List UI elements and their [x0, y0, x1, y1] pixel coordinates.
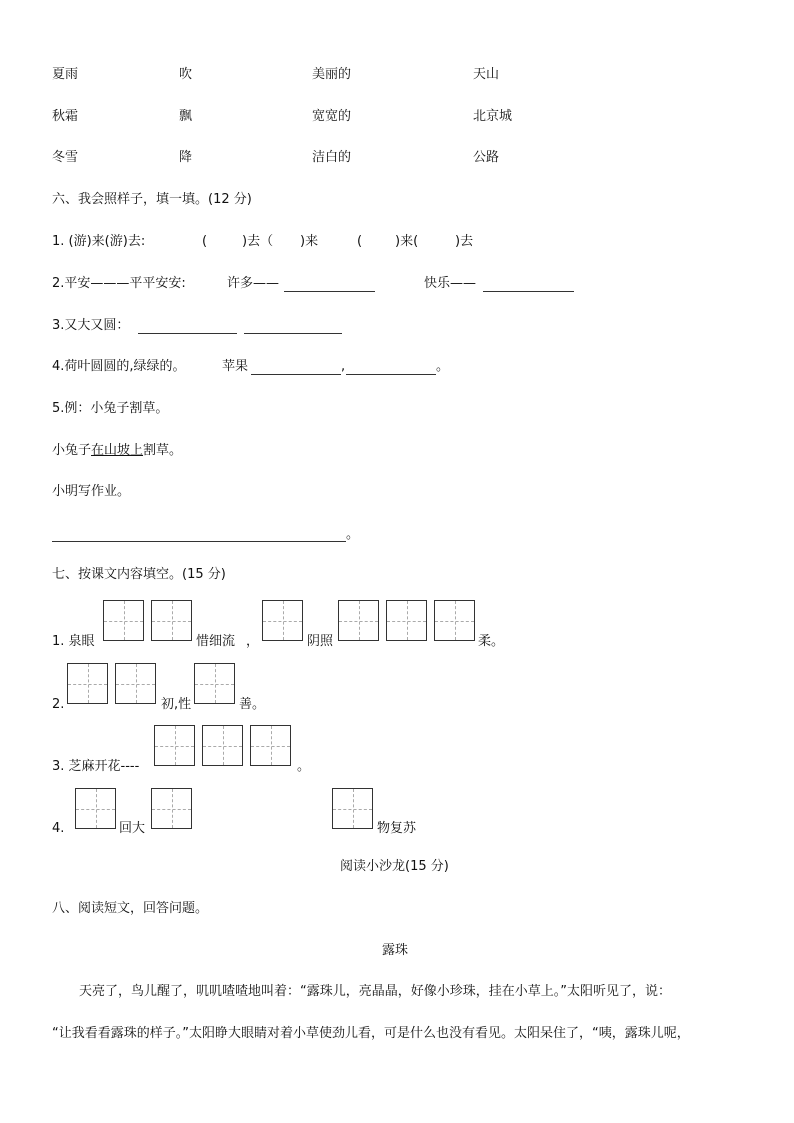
- answer-blank[interactable]: [244, 333, 342, 334]
- writing-grid-box[interactable]: [338, 600, 379, 641]
- q2-word: 快乐——: [424, 276, 477, 291]
- q3-prompt: 3.又大又圆：: [52, 318, 130, 333]
- l2-text: 初,性: [161, 697, 192, 712]
- word-cell: 美丽的: [312, 67, 352, 82]
- writing-grid-box[interactable]: [202, 725, 243, 766]
- writing-grid-box[interactable]: [194, 663, 235, 704]
- l1-text: 柔。: [478, 634, 505, 649]
- q5-period: 。: [346, 527, 360, 542]
- l4-text: 4.: [52, 821, 65, 836]
- l2-text: 善。: [239, 697, 266, 712]
- l4-text: 物复苏: [377, 821, 417, 836]
- q1-paren: (: [202, 234, 208, 249]
- word-cell: 冬雪: [52, 150, 79, 165]
- l1-text: 阴照: [307, 634, 334, 649]
- answer-blank[interactable]: [483, 291, 574, 292]
- section8-heading: 八、阅读短文，回答问题。: [52, 901, 209, 916]
- writing-grid-box[interactable]: [434, 600, 475, 641]
- answer-blank[interactable]: [346, 374, 436, 375]
- word-cell: 天山: [473, 67, 500, 82]
- writing-grid-box[interactable]: [67, 663, 108, 704]
- word-cell: 降: [179, 150, 193, 165]
- word-cell: 秋霜: [52, 109, 79, 124]
- writing-grid-box[interactable]: [75, 788, 116, 829]
- reading-title: 阅读小沙龙(15 分): [340, 859, 449, 874]
- word-cell: 夏雨: [52, 67, 79, 82]
- q2-word: 许多——: [227, 276, 280, 291]
- writing-grid-box[interactable]: [103, 600, 144, 641]
- writing-grid-box[interactable]: [151, 600, 192, 641]
- writing-grid-box[interactable]: [154, 725, 195, 766]
- passage-paragraph: 天亮了，鸟儿醒了，叽叽喳喳地叫着：“露珠儿，亮晶晶，好像小珍珠，挂在小草上。”太阳听见了，说：: [79, 984, 671, 999]
- q1-paren: )来: [300, 234, 319, 249]
- answer-blank[interactable]: [284, 291, 375, 292]
- writing-grid-box[interactable]: [250, 725, 291, 766]
- q1-paren: )来(: [395, 234, 419, 249]
- q1-paren: (: [357, 234, 363, 249]
- q5-prompt: 小明写作业。: [52, 484, 131, 499]
- writing-grid-box[interactable]: [386, 600, 427, 641]
- q2-prompt: 2.平安———平平安安:: [52, 276, 186, 291]
- writing-grid-box[interactable]: [262, 600, 303, 641]
- q1-paren: )去: [455, 234, 474, 249]
- word-cell: 飘: [179, 109, 193, 124]
- writing-grid-box[interactable]: [115, 663, 156, 704]
- l4-text: 回大: [119, 821, 146, 836]
- passage-paragraph: “让我看看露珠的样子。”太阳睁大眼睛对着小草使劲儿看，可是什么也没有看见。太阳呆住了，“咦，露珠儿呢，: [52, 1026, 690, 1041]
- l1-text: 1. 泉眼: [52, 634, 95, 649]
- word-cell: 公路: [473, 150, 500, 165]
- underlined-phrase: 在山坡上: [91, 443, 144, 458]
- q4-word: 苹果: [222, 359, 249, 374]
- q4-comma: ,: [341, 359, 346, 374]
- word-cell: 北京城: [473, 109, 513, 124]
- q4-period: 。: [436, 359, 450, 374]
- section7-heading: 七、按课文内容填空。(15 分): [52, 567, 226, 582]
- word-cell: 宽宽的: [312, 109, 352, 124]
- section6-heading: 六、我会照样子，填一填。(12 分): [52, 192, 252, 207]
- l2-text: 2.: [52, 697, 65, 712]
- l3-text: 。: [297, 759, 311, 774]
- writing-grid-box[interactable]: [332, 788, 373, 829]
- l1-text: 惜细流: [196, 634, 236, 649]
- q4-prompt: 4.荷叶圆圆的,绿绿的。: [52, 359, 186, 374]
- q5-example: 5.例：小兔子割草。: [52, 401, 169, 416]
- passage-title: 露珠: [382, 943, 409, 958]
- q1-paren: )去（: [242, 234, 274, 249]
- answer-blank[interactable]: [251, 374, 341, 375]
- l3-text: 3. 芝麻开花----: [52, 759, 140, 774]
- writing-grid-box[interactable]: [151, 788, 192, 829]
- word-cell: 吹: [179, 67, 193, 82]
- q5-sample: 小兔子在山坡上割草。: [52, 443, 183, 458]
- answer-blank[interactable]: [138, 333, 237, 334]
- q1-prompt: 1. (游)来(游)去:: [52, 234, 146, 249]
- l1-comma: ，: [246, 634, 260, 649]
- answer-blank[interactable]: [52, 541, 346, 542]
- word-cell: 洁白的: [312, 150, 352, 165]
